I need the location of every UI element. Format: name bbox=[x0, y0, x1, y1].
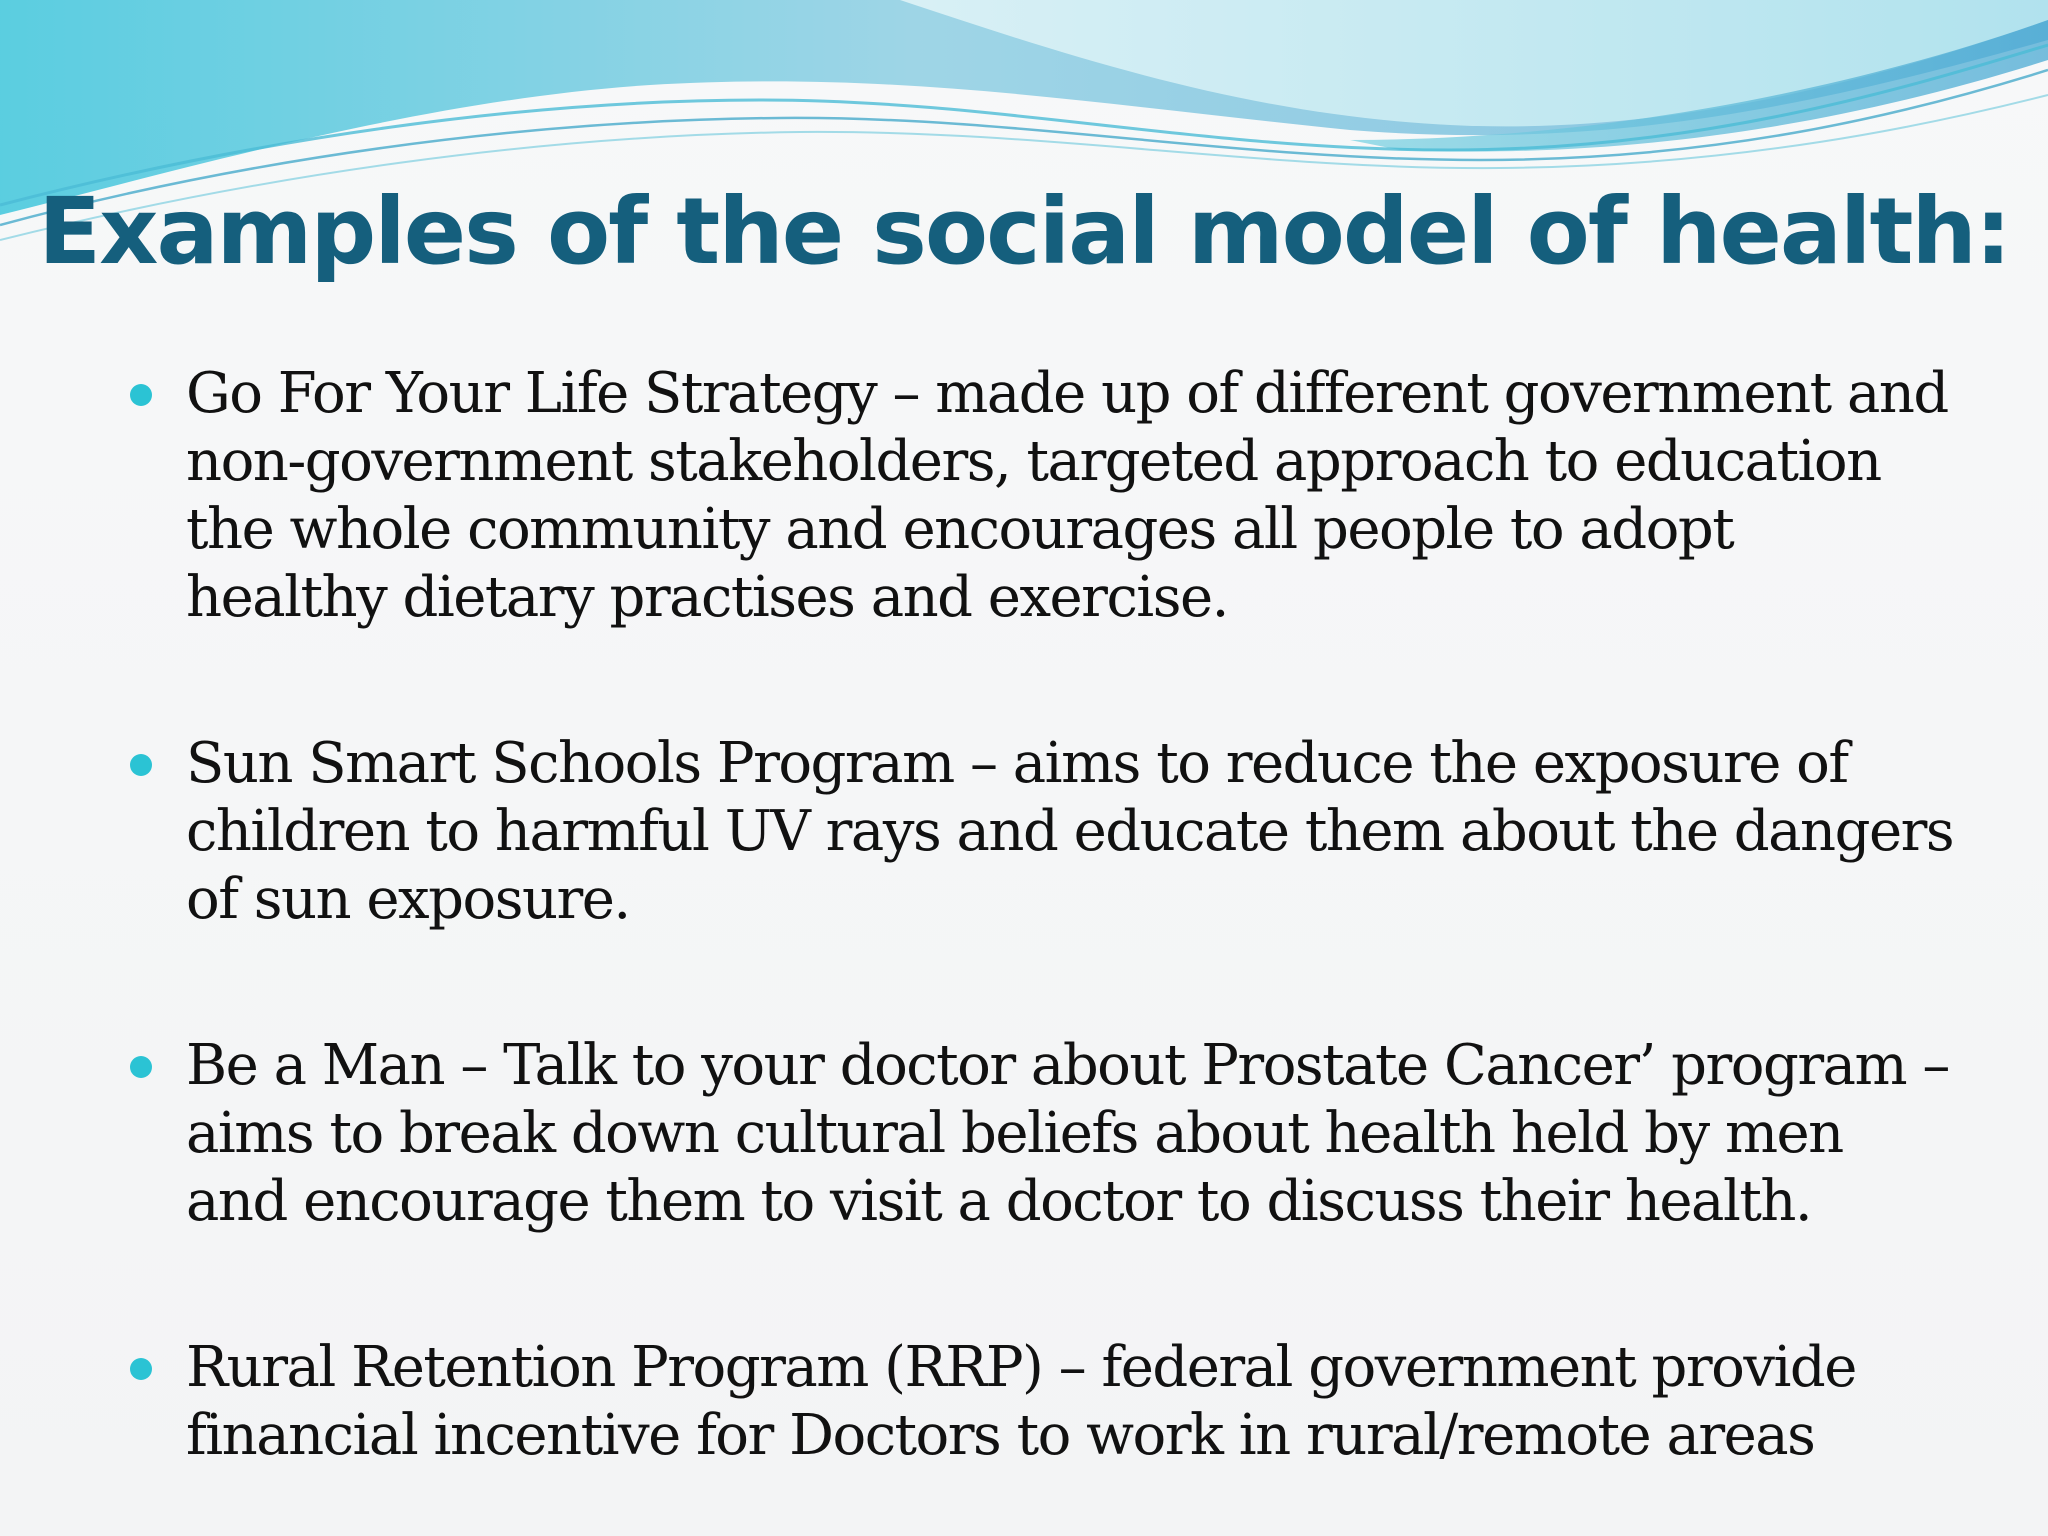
bullet-line: Sun Smart Schools Program – aims to reduce the exposure of bbox=[186, 731, 1848, 796]
bullet-line: children to harmful UV rays and educate them about the dangers bbox=[186, 799, 1954, 864]
bullet-line: financial incentive for Doctors to work in rural/remote areas bbox=[186, 1403, 1815, 1468]
bullet-line: the whole community and encourages all people to adopt bbox=[186, 497, 1734, 562]
bullet-line: aims to break down cultural beliefs about health held by men bbox=[186, 1101, 1843, 1166]
slide-title: Examples of the social model of health: bbox=[38, 178, 2010, 285]
bullet-line: Go For Your Life Strategy – made up of different government and bbox=[186, 361, 1948, 426]
bullet-line: Rural Retention Program (RRP) – federal government provide bbox=[186, 1335, 1856, 1400]
bullet-line: Be a Man – Talk to your doctor about Prostate Cancer’ program – bbox=[186, 1033, 1949, 1098]
bullet-marker-icon bbox=[130, 1056, 152, 1078]
bullet-marker-icon bbox=[130, 384, 152, 406]
bullet-item-sun-smart bbox=[130, 730, 1954, 934]
bullet-marker-icon bbox=[130, 1358, 152, 1380]
bullet-list bbox=[130, 360, 1954, 1470]
bullet-item-be-a-man bbox=[130, 1032, 1950, 1236]
bullet-line: of sun exposure. bbox=[186, 867, 630, 932]
bullet-line: non-government stakeholders, targeted approach to education bbox=[186, 429, 1881, 494]
bullet-marker-icon bbox=[130, 754, 152, 776]
bullet-line: healthy dietary practises and exercise. bbox=[186, 565, 1228, 630]
bullet-line: and encourage them to visit a doctor to discuss their health. bbox=[186, 1169, 1812, 1234]
bullet-item-rural-retention bbox=[130, 1334, 1950, 1470]
bullet-item-go-for-your-life bbox=[130, 360, 1950, 632]
